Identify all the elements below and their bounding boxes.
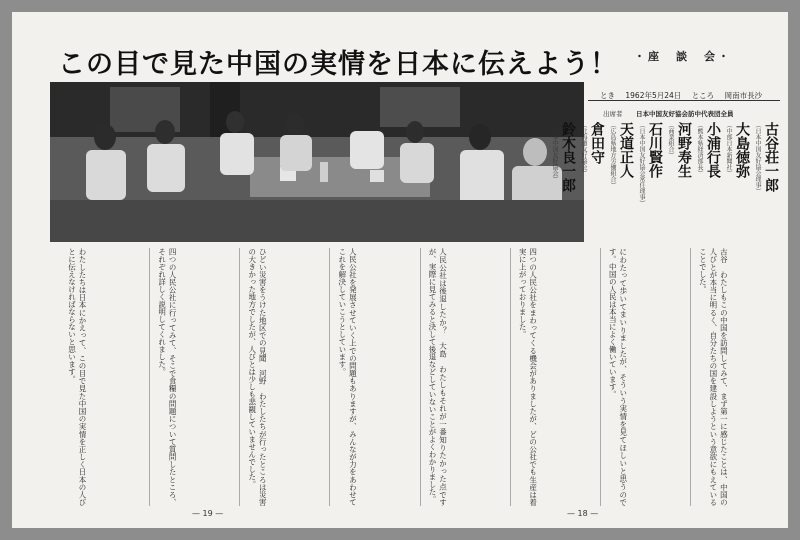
attendee-role: （日本中国友好協会常任理事） (638, 122, 645, 206)
attendee-name: 小浦行長 (705, 122, 721, 178)
column-text: わたしたちは日本にかえって、この目で見た中国の実情を正しく日本の人びとに伝えなければならないと思います。 (67, 248, 87, 506)
attendees-label: 出席者 (603, 110, 623, 118)
article-column (240, 248, 330, 506)
attendee-name: 天道正人 (618, 122, 634, 178)
attendee (580, 122, 606, 240)
column-text: 四つの人民公社に行ってみて、そこで食糧の問題について質問したところ、それぞれ詳しく説明してくれました。 (157, 248, 178, 506)
column-text: 人民公社は後退したか？ 大島 わたしもそれが一番知りたかった点ですが、実際に見てみると決して後退などしていないことがよくわかりました。 (428, 248, 448, 506)
attendee-list (551, 122, 780, 240)
attendee-name: 河野寿生 (676, 122, 692, 178)
headline: この目で見た中国の実情を日本に伝えよう！ (58, 49, 618, 80)
attendee (754, 122, 780, 240)
place-label: ところ (691, 91, 715, 100)
group-photo (50, 82, 584, 242)
article-columns (60, 248, 780, 506)
article-column (691, 248, 780, 506)
attendee-name: 倉田守 (589, 122, 605, 164)
event-date: 1962年5月24日 (625, 91, 682, 100)
attendee (551, 122, 577, 240)
attendees-title: 日本中国友好協会訪中代表団全員 (636, 110, 734, 118)
attendee (667, 122, 693, 240)
article-column (330, 248, 420, 506)
attendee (638, 122, 664, 240)
page-number-left: — 19 — (192, 509, 224, 518)
attendee-name: 石川賢作 (647, 122, 663, 178)
attendee-role: （日本中国友好協会理事） (754, 122, 761, 194)
attendee-role: （広島県地方労働組合） (609, 122, 616, 188)
header-rule (588, 100, 780, 101)
section-label: ・座 談 会・ (634, 50, 732, 63)
attendee (609, 122, 635, 240)
column-text: ひどい災害をうけた地区での見聞 河野 わたしたちが行ったところは災害の大きかった地方でしたが、人びとは少しも悲観していませんでした。 (247, 248, 268, 506)
article-column (511, 248, 601, 506)
article-column (60, 248, 150, 506)
attendee (696, 122, 722, 240)
column-text: にわたって歩いてまいりましたが、そういう実情を見てほしいと思うのです。中国の人民は本当によく働いています。 (608, 248, 628, 506)
time-label: とき (600, 91, 615, 100)
event-place: 岡南市長沙 (724, 91, 763, 100)
article-column (421, 248, 511, 506)
article-column (601, 248, 691, 506)
attendee-role: （日本中国友好協会） (551, 122, 558, 182)
attendee (725, 122, 751, 240)
page-number-right: — 18 — (567, 509, 599, 518)
attendee-role: （商業組合） (667, 122, 674, 158)
column-text: 古谷 わたしもこの中国を訪問してみて、まず第一に感じたことは、中国の人びとが本当に明るく、自分たちの国を建設しようという意欲にもえていることでした。 (698, 248, 729, 506)
column-text: 四つの人民公社をまわってくる機会がありましたが、どの公社でも生産は着実に上がっておりました。 (518, 248, 538, 506)
attendee-role: （中部日本新聞社） (725, 122, 732, 176)
attendee-role: （北海道友好協会） (580, 122, 587, 176)
attendee-name: 鈴木良一郎 (560, 122, 576, 192)
magazine-spread (12, 12, 788, 528)
article-column (150, 248, 240, 506)
attendee-name: 大島徳弥 (734, 122, 750, 178)
column-text: 人民公社を発展させていく上での問題もありますが、みんなが力をあわせてこれを解決していこうとしています。 (337, 248, 358, 506)
attendee-name: 古谷荘一郎 (763, 122, 779, 192)
attendee-role: （熊本県経済部長） (696, 122, 703, 176)
